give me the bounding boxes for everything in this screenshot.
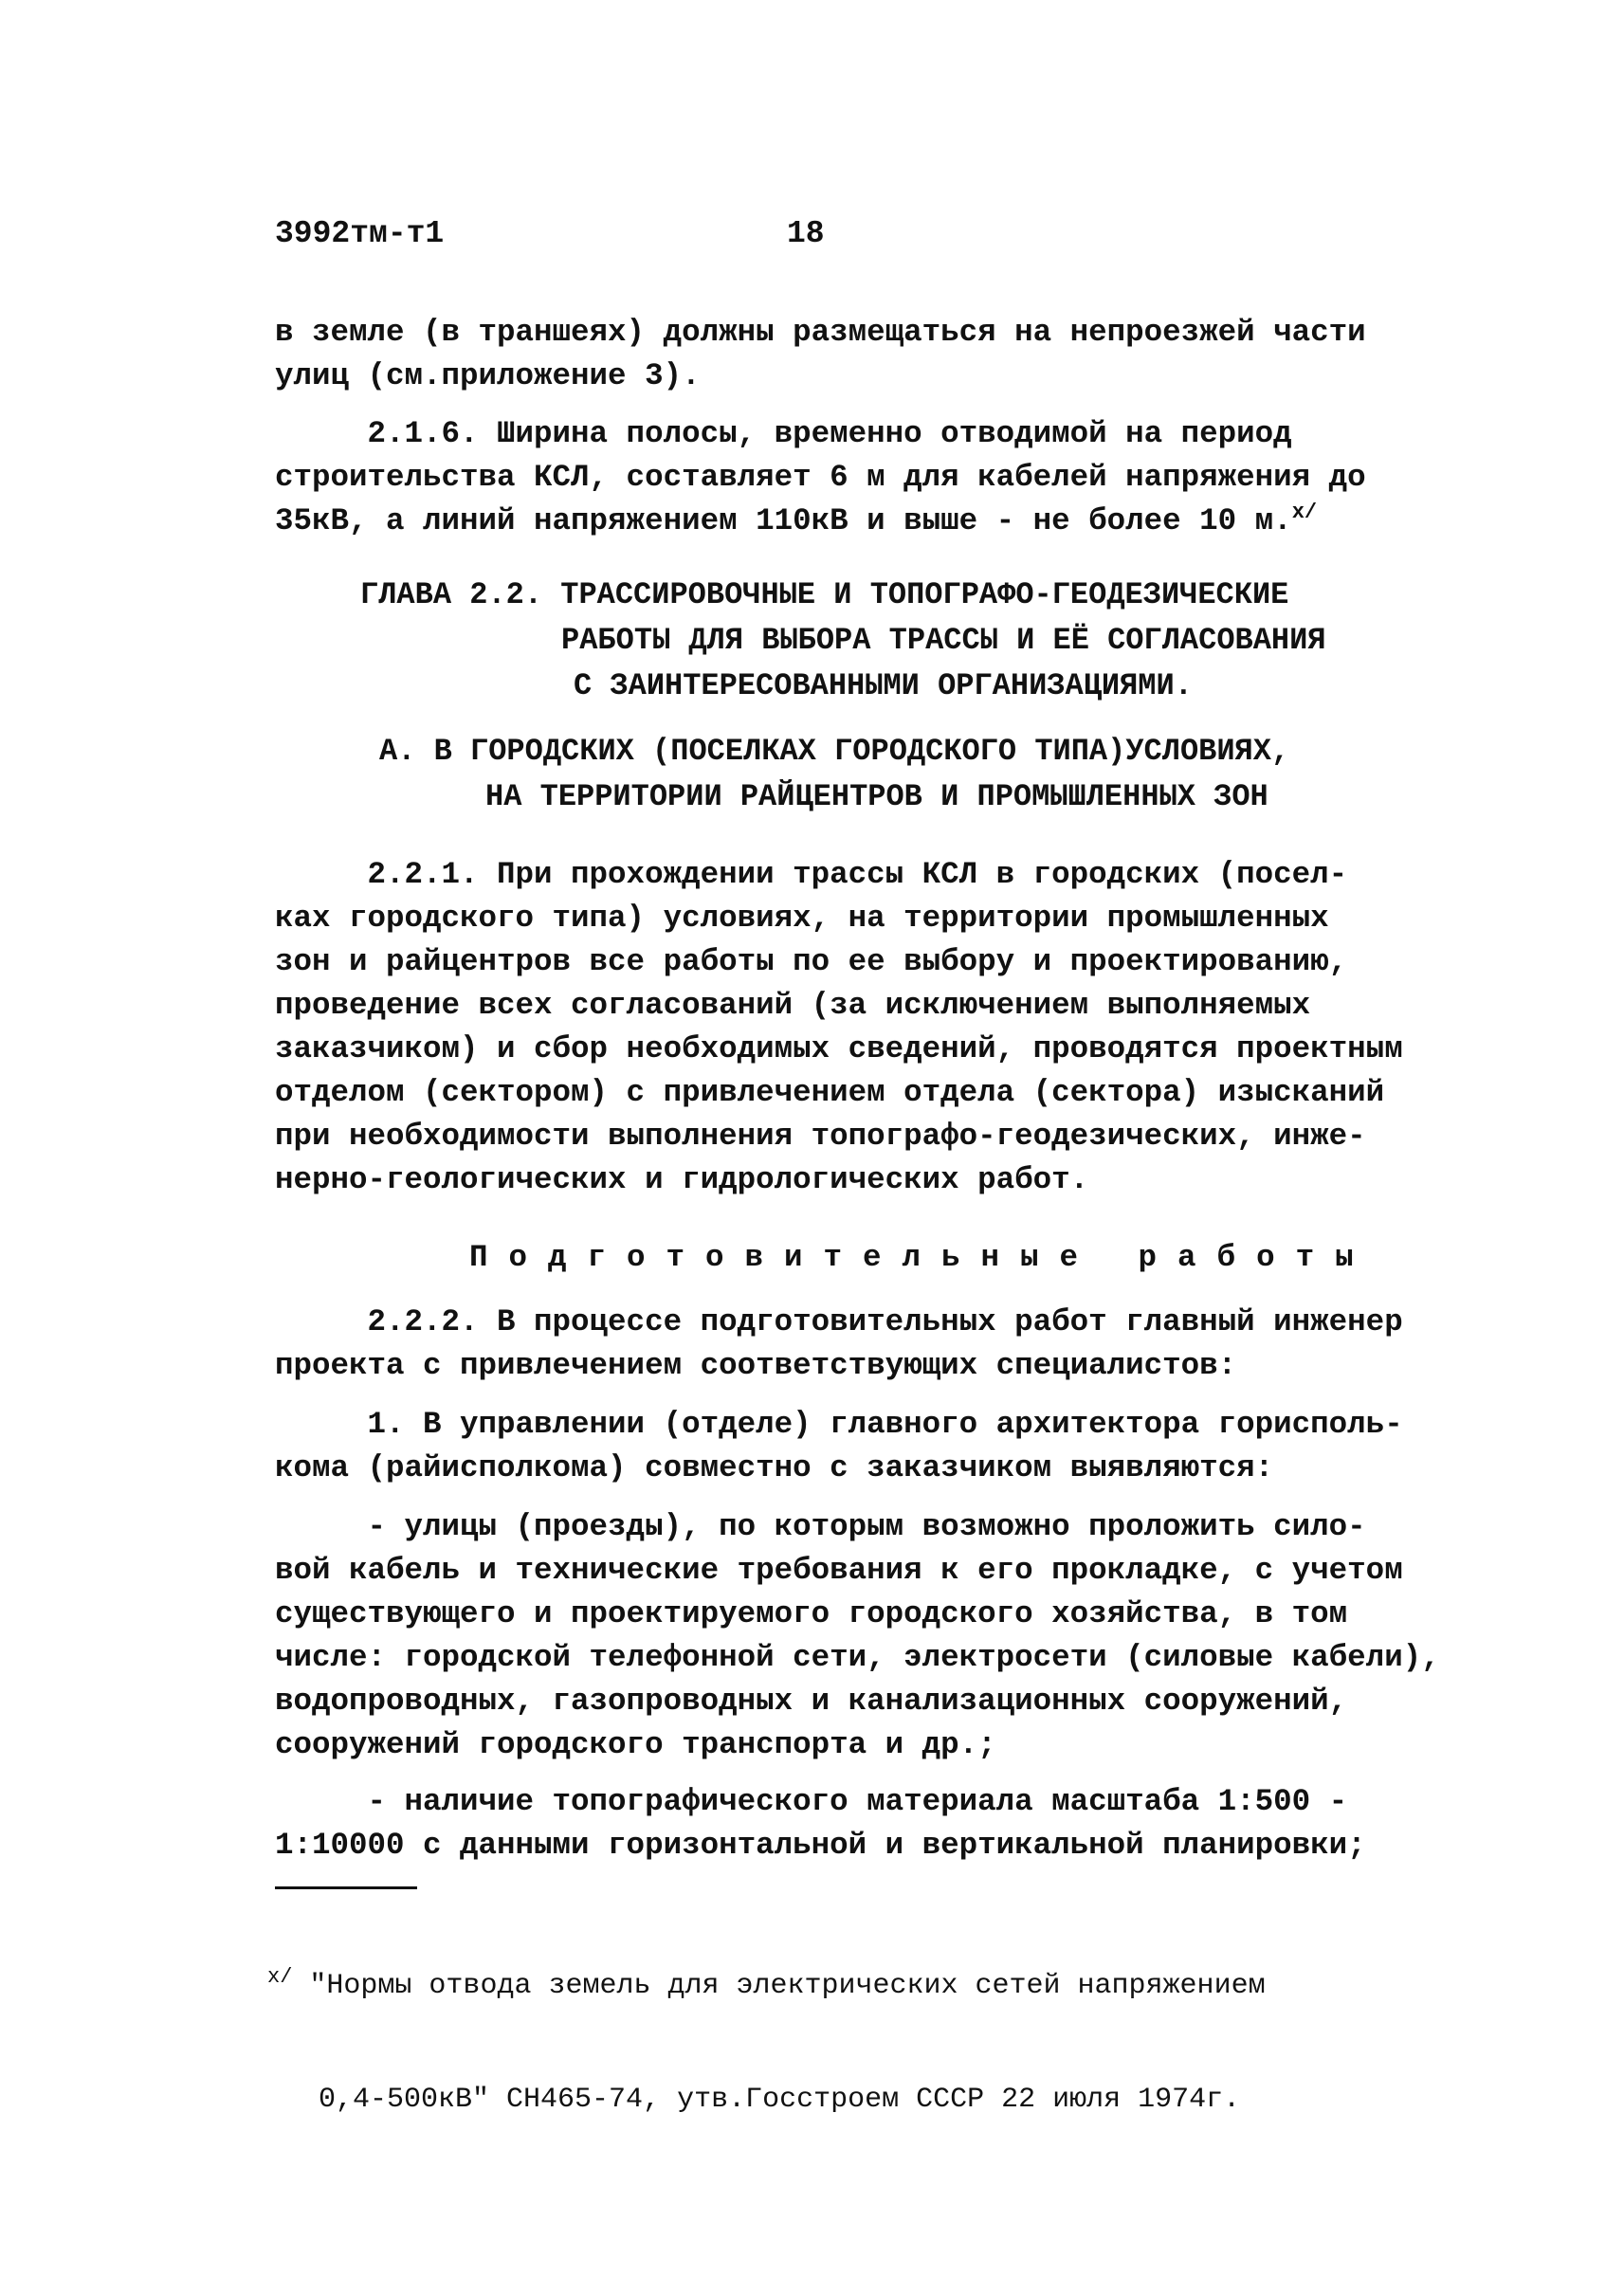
page-number: 18	[787, 216, 825, 251]
section-a-heading-line-1: А. В ГОРОДСКИХ (ПОСЕЛКАХ ГОРОДСКОГО ТИПА)УСЛОВИЯХ,	[379, 734, 1290, 769]
subheading-preparatory-works: Подготовительные работы	[469, 1240, 1375, 1275]
paragraph-2-2-2	[275, 1301, 1413, 1388]
footnote-line: 0,4-500кВ" СН465-74, утв.Госстроем СССР 22 июля 1974г.	[267, 2084, 1241, 2116]
text-line: - наличие топографического материала масштаба 1:500 -	[275, 1784, 1348, 1819]
text-line: улиц (см.приложение 3).	[275, 358, 701, 393]
paragraph-2-2-1	[275, 853, 1413, 1202]
text-line: 2.2.1. При прохождении трассы КСЛ в городских (посел-	[275, 857, 1348, 892]
page-header	[275, 216, 1394, 264]
paragraph-bullet-topographic	[275, 1780, 1413, 1867]
footnote-line	[267, 1967, 1266, 2005]
text-line: 2.2.2. В процессе подготовительных работ главный инженер	[275, 1304, 1403, 1339]
footnote	[267, 1891, 1266, 2195]
footnote-divider	[275, 1886, 417, 1889]
chapter-heading-line-3: С ЗАИНТЕРЕСОВАННЫМИ ОРГАНИЗАЦИЯМИ.	[574, 668, 1193, 703]
text-line: проекта с привлечением соответствующих специалистов:	[275, 1348, 1237, 1383]
text-line: сооружений городского транспорта и др.;	[275, 1727, 996, 1762]
text-line: ках городского типа) условиях, на территории промышленных	[275, 901, 1329, 936]
text-line: 35кВ, а линий напряжением 110кВ и выше - не более 10 м.	[275, 503, 1292, 538]
paragraph-intro	[275, 311, 1413, 398]
footnote-reference: x/	[1291, 501, 1318, 525]
section-a-heading-line-2: НА ТЕРРИТОРИИ РАЙЦЕНТРОВ И ПРОМЫШЛЕННЫХ ЗОН	[485, 779, 1268, 814]
text-line: водопроводных, газопроводных и канализационных сооружений,	[275, 1684, 1348, 1719]
text-line: отделом (сектором) с привлечением отдела (сектора) изысканий	[275, 1075, 1385, 1110]
paragraph-2-1-6	[275, 412, 1413, 543]
text-line: - улицы (проезды), по которым возможно проложить сило-	[275, 1509, 1366, 1544]
paragraph-bullet-streets	[275, 1505, 1440, 1767]
paragraph-item-1	[275, 1403, 1413, 1490]
text-line: существующего и проектируемого городского хозяйства, в том	[275, 1596, 1348, 1631]
chapter-heading-line-1: ГЛАВА 2.2. ТРАССИРОВОЧНЫЕ И ТОПОГРАФО-ГЕОДЕЗИЧЕСКИЕ	[360, 577, 1289, 612]
text-line: проведение всех согласований (за исключением выполняемых	[275, 988, 1311, 1023]
footnote-text: "Нормы отвода земель для электрических сетей напряжением	[292, 1970, 1266, 2002]
text-line: зон и райцентров все работы по ее выбору и проектированию,	[275, 944, 1348, 979]
text-line: нерно-геологических и гидрологических работ.	[275, 1162, 1089, 1197]
text-line: 1. В управлении (отделе) главного архитектора горисполь-	[275, 1407, 1403, 1442]
text-line: 1:10000 с данными горизонтальной и вертикальной планировки;	[275, 1828, 1366, 1863]
text-line: кома (райисполкома) совместно с заказчиком выявляются:	[275, 1450, 1274, 1485]
text-line-with-footnote	[275, 500, 1413, 543]
text-line: в земле (в траншеях) должны размещаться на непроезжей части	[275, 315, 1366, 350]
text-line: при необходимости выполнения топографо-геодезических, инже-	[275, 1119, 1366, 1154]
text-line: вой кабель и технические требования к его прокладке, с учетом	[275, 1553, 1403, 1588]
document-code: 3992тм-т1	[275, 216, 445, 251]
text-line: 2.1.6. Ширина полосы, временно отводимой на период	[275, 416, 1292, 451]
text-line: строительства КСЛ, составляет 6 м для кабелей напряжения до	[275, 460, 1366, 495]
chapter-heading-line-2: РАБОТЫ ДЛЯ ВЫБОРА ТРАССЫ И ЕЁ СОГЛАСОВАНИЯ	[561, 623, 1326, 658]
text-line: числе: городской телефонной сети, электросети (силовые кабели),	[275, 1640, 1440, 1675]
footnote-mark: x/	[267, 1965, 293, 1989]
text-line: заказчиком) и сбор необходимых сведений, проводятся проектным	[275, 1031, 1403, 1066]
